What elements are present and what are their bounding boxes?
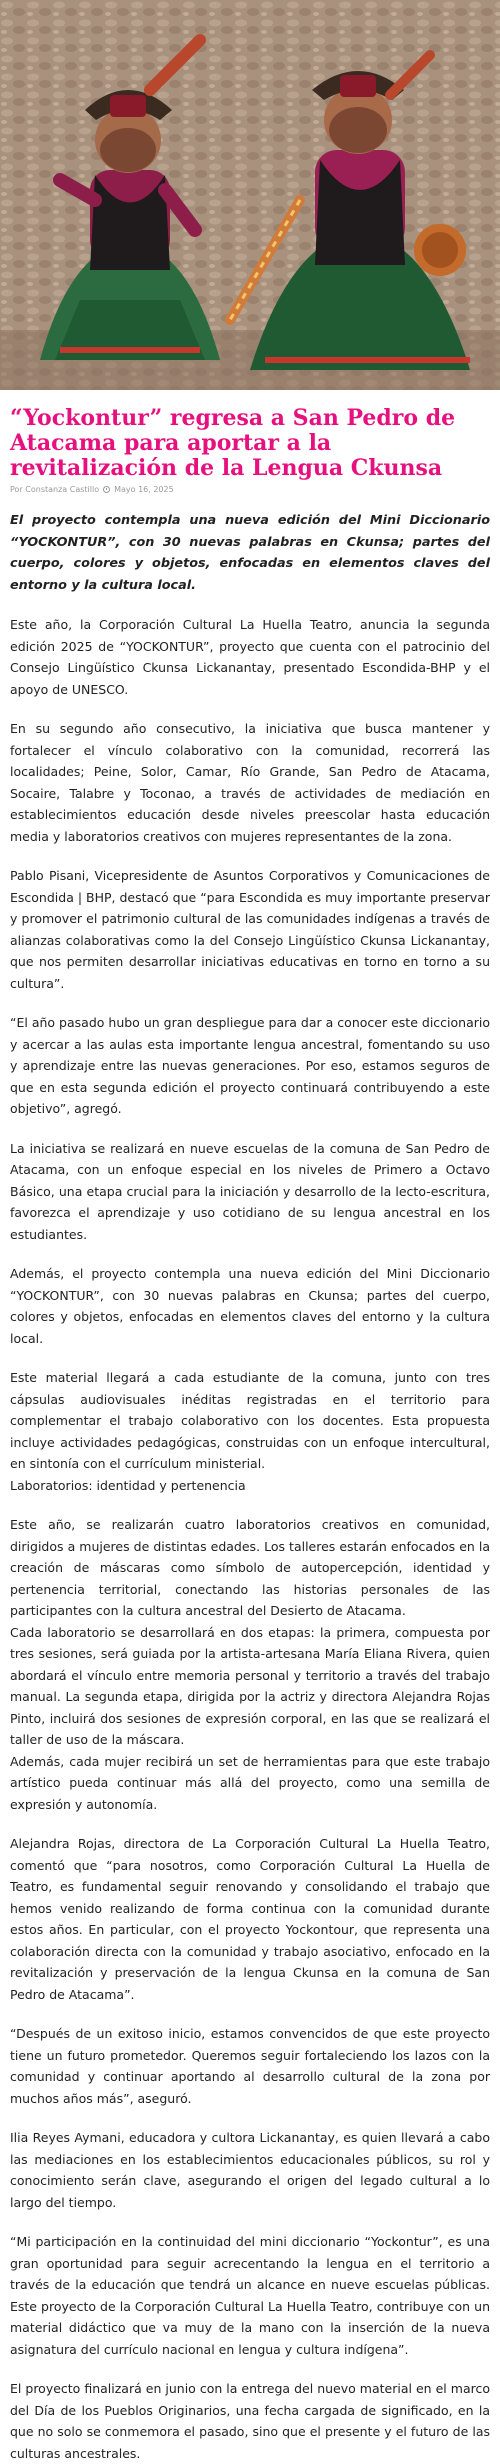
article-meta <box>10 485 490 494</box>
article-paragraph: “Después de un exitoso inicio, estamos convencidos de que este proyecto tiene un futuro prometedor. Queremos seguir fortaleciendo los lazos con la comunidad y continuar aportando al desarrollo cultural de la zona por muchos años más”, aseguró. <box>10 2026 490 2106</box>
article-paragraph: La iniciativa se realizará en nueve escuelas de la comuna de San Pedro de Atacama, con un enfoque especial en los niveles de Primero a Octavo Básico, una etapa crucial para la iniciación y desarrollo de la lecto-escritura, favorezca el aprendizaje y uso cotidiano de su lengua ancestral en los estudiantes. <box>10 1140 490 1242</box>
article-paragraph: En su segundo año consecutivo, la iniciativa que busca mantener y fortalecer el vínculo colaborativo con la comunidad, recorrerá las localidades; Peine, Solor, Camar, Río Grande, San Pedro de Atacama, Socaire, Talabre y Toconao, a través de actividades de mediación en establecimientos educación desde niveles preescolar hasta educación media y laboratorios creativos con mujeres representantes de la zona. <box>10 721 490 844</box>
article-paragraph: Alejandra Rojas, directora de La Corporación Cultural La Huella Teatro, comentó que “para nosotros, como Corporación Cultural La Huella de Teatro, es fundamental seguir renovando y consolidando el trabajo que hemos venido realizando de forma continua con la comunidad durante estos años. En particular, con el proyecto Yockontour, que representa una colaboración directa con la comunidad y trabajo asociativo, enfocado en la revitalización y preservación de la lengua Ckunsa en la comuna de San Pedro de Atacama”. <box>10 1836 490 2002</box>
article-paragraph: Ilia Reyes Aymani, educadora y cultora Lickanantay, es quien llevará a cabo las mediaciones en los establecimientos educacionales públicos, su rol y conocimiento serán clave, asegurando el origen del legado cultural a lo largo del tiempo. <box>10 2130 490 2210</box>
hero-image <box>0 0 500 390</box>
publish-date: Mayo 16, 2025 <box>114 485 174 494</box>
article-content <box>0 390 500 2464</box>
article-paragraph: Cada laboratorio se desarrollará en dos etapas: la primera, compuesta por tres sesiones, será guiada por la artista-artesana María Eliana Rivera, quien abordará el vínculo entre memoria personal y territorio a través del trabajo manual. La segunda etapa, dirigida por la actriz y directora Alejandra Rojas Pinto, incluirá dos sesiones de expresión corporal, en las que se realizará el taller de uso de la máscara. <box>10 1624 490 1747</box>
article-paragraph: El proyecto finalizará en junio con la entrega del nuevo material en el marco del Día de los Pueblos Originarios, una fecha cargada de significado, en la que no solo se conmemora el pasado, sino que el presente y el futuro de las culturas ancestrales. <box>10 2381 490 2461</box>
clock-icon <box>103 486 110 493</box>
article-paragraph: Además, el proyecto contempla una nueva edición del Mini Diccionario “YOCKONTUR”, con 30 nuevas palabras en Ckunsa; partes del cuerpo, colores y objetos, enfocadas en elementos claves del entorno y la cultura local. <box>10 1266 490 1346</box>
article-lead: El proyecto contempla una nueva edición del Mini Diccionario “YOCKONTUR”, con 30 nuevas palabras en Ckunsa; partes del cuerpo, colores y objetos, enfocadas en elementos claves del entorno y la cultura local. <box>10 513 490 593</box>
article-paragraph: Además, cada mujer recibirá un set de herramientas para que este trabajo artístico pueda continuar más allá del proyecto, como una semilla de expresión y autonomía. <box>10 1753 490 1812</box>
article-title: “Yockontur” regresa a San Pedro de Atacama para aportar a la revitalización de la Lengua Ckunsa <box>10 405 456 481</box>
article-paragraph: “Mi participación en la continuidad del mini diccionario “Yockontur”, es una gran oportunidad para seguir acrecentando la lengua en el territorio a través de la educación que tendrá un alcance en nueve escuelas públicas. Este proyecto de la Corporación Cultural La Huella Teatro, contribuye con un material didáctico que va muy de la mano con la inserción de la nueva asignatura del currículo nacional en lengua y cultura indígena”. <box>10 2234 490 2357</box>
article-paragraph: Pablo Pisani, Vicepresidente de Asuntos Corporativos y Comunicaciones de Escondida | BHP, destacó que “para Escondida es muy importante preservar y promover el patrimonio cultural de las comunidades indígenas a través de alianzas colaborativas como la del Consejo Lingüístico Ckunsa Lickanantay, que nos permiten desarrollar iniciativas educativas en torno en torno a su cultura”. <box>10 868 490 991</box>
article-paragraph: “El año pasado hubo un gran despliegue para dar a conocer este diccionario y acercar a las aulas esta importante lengua ancestral, fomentando su uso y aprendizaje entre las nuevas generaciones. Por eso, estamos seguros de que en esta segunda edición el proyecto continuará contribuyendo a este objetivo”, agregó. <box>10 1015 490 1116</box>
masked-dancers-photo <box>0 0 500 390</box>
article-paragraph: Este año, la Corporación Cultural La Huella Teatro, anuncia la segunda edición 2025 de “YOCKONTUR”, proyecto que cuenta con el patrocinio del Consejo Lingüístico Ckunsa Lickanantay, presentado Escondida-BHP y el apoyo de UNESCO. <box>10 617 490 697</box>
section-subheading: Laboratorios: identidad y pertenencia <box>10 1477 246 1493</box>
article-paragraph: Este material llegará a cada estudiante de la comuna, junto con tres cápsulas audiovisuales inéditas registradas en el territorio para complementar el trabajo colaborativo con los docentes. Esta propuesta incluye actividades pedagógicas, construidas con un enfoque intercultural, en sintonía con el currículum ministerial. <box>10 1370 490 1471</box>
author-link[interactable]: Por Constanza Castillo <box>10 485 100 494</box>
article-paragraph: Este año, se realizarán cuatro laboratorios creativos en comunidad, dirigidos a mujeres de distintas edades. Los talleres estarán enfocados en la creación de máscaras como símbolo de autopercepción, identidad y pertenencia territorial, conectando las historias personales de las participantes con la cultura ancestral del Desierto de Atacama. <box>10 1517 490 1618</box>
